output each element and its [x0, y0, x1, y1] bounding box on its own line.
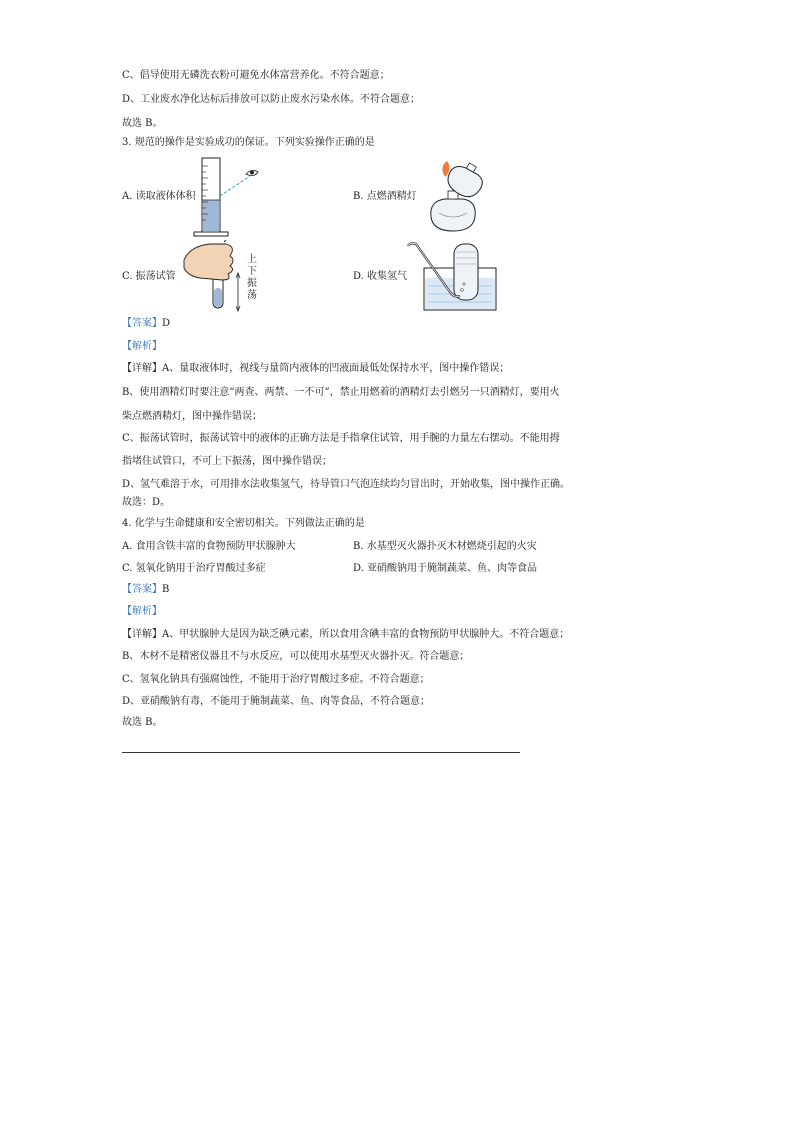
q3-detail-b1: B、使用酒精灯时要注意“两查、两禁、一不可”，禁止用燃着的酒精灯去引燃另一只酒精灯，要用火	[122, 387, 560, 398]
q3-option-a: A. 读取液体体积	[122, 191, 196, 202]
shake-direction-label: 上 下 振 荡	[247, 254, 257, 301]
q3-detail-b2: 柴点燃酒精灯，图中操作错误；	[122, 411, 262, 422]
prev-analysis-d: D、工业废水净化达标后排放可以防止废水污染水体。不符合题意；	[122, 94, 421, 105]
q4-detail-c: C、氢氧化钠具有强腐蚀性，不能用于治疗胃酸过多症。不符合题意；	[122, 674, 430, 685]
q3-detail-c1: C、振荡试管时，振荡试管中的液体的正确方法是手指拿住试管，用手腕的力量左右摆动。不能用拇	[122, 433, 560, 444]
q4-option-c: C. 氢氧化钠用于治疗胃酸过多症	[122, 563, 266, 574]
prev-conclusion: 故选 B。	[122, 118, 163, 129]
q3-detail-c2: 指堵住试管口，不可上下振荡，图中操作错误；	[122, 456, 332, 467]
q3-option-b: B. 点燃酒精灯	[353, 191, 417, 202]
q4-detail-b: B、木材不是精密仪器且不与水反应，可以使用水基型灭火器扑灭。符合题意；	[122, 651, 470, 662]
gas-collection-figure	[406, 238, 498, 314]
alcohol-lamp-figure	[425, 155, 495, 235]
q3-answer: 【答案】D	[122, 318, 171, 329]
q3-analysis-tag: 【解析】	[122, 341, 162, 352]
q3-stem: 3. 规范的操作是实验成功的保证。下列实验操作正确的是	[122, 137, 375, 148]
q4-conclusion: 故选 B。	[122, 717, 163, 728]
q3-option-c: C. 振荡试管	[122, 271, 176, 282]
q4-detail-d: D、亚硝酸钠有毒，不能用于腌制蔬菜、鱼、肉等食品，不符合题意；	[122, 696, 431, 707]
q4-option-a: A. 食用含铁丰富的食物预防甲状腺肿大	[122, 541, 296, 552]
q3-conclusion: 故选：D。	[122, 497, 171, 508]
prev-analysis-c: C、倡导使用无磷洗衣粉可避免水体富营养化。不符合题意；	[122, 70, 390, 81]
q4-detail-a: 【详解】A、甲状腺肿大是因为缺乏碘元素，所以食用含碘丰富的食物预防甲状腺肿大。不符合题意；	[122, 629, 570, 640]
q3-option-d: D. 收集氢气	[353, 271, 408, 282]
q3-detail-a: 【详解】A、量取液体时，视线与量筒内液体的凹液面最低处保持水平，图中操作错误；	[122, 363, 510, 374]
q4-stem: 4. 化学与生命健康和安全密切相关。下列做法正确的是	[122, 518, 365, 529]
q4-option-d: D. 亚硝酸钠用于腌制蔬菜、鱼、肉等食品	[353, 563, 538, 574]
q3-detail-d: D、氢气难溶于水，可用排水法收集氢气，待导管口气泡连续均匀冒出时，开始收集，图中操作正确。	[122, 479, 571, 490]
q4-analysis-tag: 【解析】	[122, 606, 162, 617]
measuring-cylinder-figure	[188, 154, 268, 238]
section-divider	[122, 752, 520, 753]
q4-option-b: B. 水基型灭火器扑灭木材燃烧引起的火灾	[353, 541, 537, 552]
q4-answer: 【答案】B	[122, 584, 170, 595]
